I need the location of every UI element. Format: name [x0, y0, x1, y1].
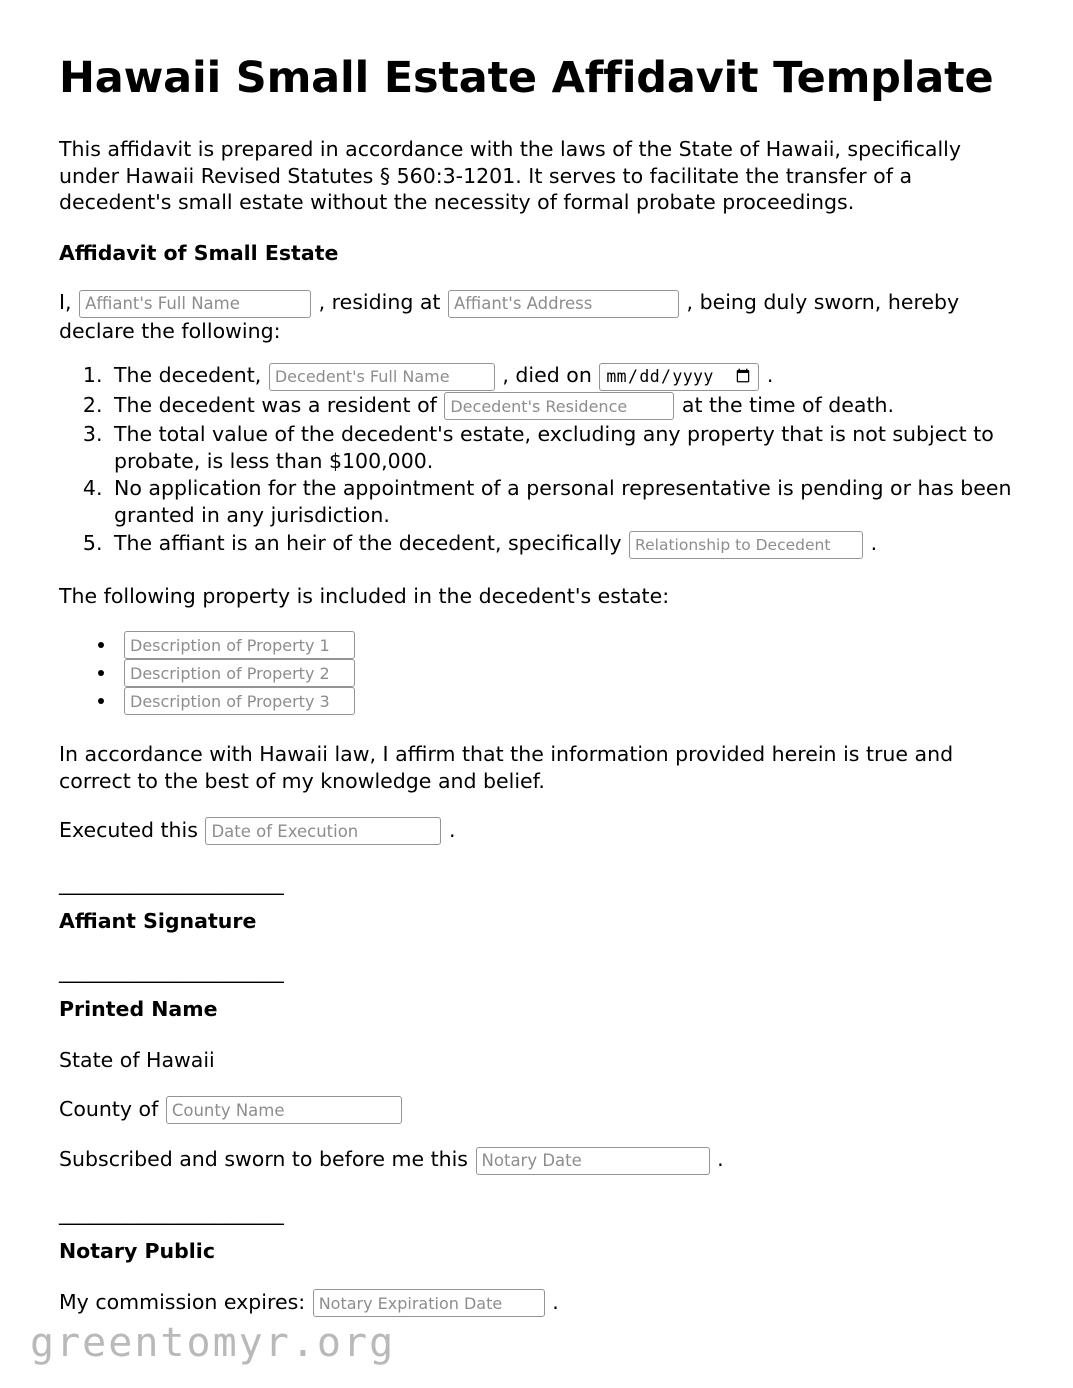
- claim-5-pre-text: The affiant is an heir of the decedent, specifically: [114, 530, 622, 555]
- subscribed-sworn-label: Subscribed and sworn to before me this: [59, 1147, 468, 1172]
- subscribed-sworn-period: .: [717, 1147, 724, 1172]
- list-item: [117, 687, 1013, 715]
- claim-2-post-text: at the time of death.: [681, 392, 895, 417]
- decedent-residence-input[interactable]: [444, 392, 674, 420]
- executed-label: Executed this: [59, 817, 198, 842]
- claim-item-1: [109, 362, 1013, 391]
- notary-signature-rule: _______________________: [59, 1200, 284, 1225]
- property-description-1-input[interactable]: [124, 631, 355, 659]
- claim-item-3: 3. The total value of the decedent's estate, excluding any property that is not subject to probate, is less than $100,000.: [109, 421, 1013, 474]
- declaration-sworn-tail: , being duly sworn, hereby declare the following:: [59, 290, 960, 343]
- subscribed-sworn-line: [59, 1146, 1013, 1175]
- notary-expiration-date-input[interactable]: [313, 1289, 545, 1317]
- county-label: County of: [59, 1096, 159, 1121]
- intro-paragraph: This affidavit is prepared in accordance with the laws of the State of Hawaii, specifically under Hawaii Revised Statutes § 560:3-1201. It serves to facilitate the transfer of a decedent's small estate without the necessity of formal probate proceedings.: [59, 137, 961, 214]
- commission-expires-line: [59, 1289, 1013, 1318]
- claim-2-pre-text: The decedent was a resident of: [114, 392, 437, 417]
- executed-period: .: [448, 817, 456, 842]
- page-title: Hawaii Small Estate Affidavit Template: [59, 53, 994, 103]
- affirmation-paragraph: In accordance with Hawaii law, I affirm that the information provided herein is true and correct to the best of my knowledge and belief.: [59, 742, 954, 793]
- site-watermark: greentomyr.org: [30, 1320, 396, 1366]
- affiant-address-input[interactable]: [448, 290, 679, 318]
- claim-item-2: [109, 392, 1013, 421]
- claim-item-5: [109, 530, 1013, 559]
- relationship-to-decedent-input[interactable]: [629, 531, 863, 559]
- decedent-full-name-input[interactable]: [269, 363, 495, 391]
- claim-1-post-text: .: [766, 363, 774, 388]
- claims-list: [59, 362, 1013, 559]
- printed-name-rule: _______________________: [59, 959, 284, 984]
- property-list: [59, 631, 1013, 715]
- property-description-2-input[interactable]: [124, 659, 355, 687]
- list-item: [117, 659, 1013, 687]
- declaration-paragraph: [59, 289, 1013, 344]
- county-line: [59, 1096, 1013, 1125]
- commission-expires-label: My commission expires:: [59, 1289, 306, 1314]
- affiant-full-name-input[interactable]: [79, 290, 311, 318]
- printed-name-label: Printed Name: [59, 997, 218, 1022]
- section-heading-affidavit: Affidavit of Small Estate: [59, 241, 339, 265]
- list-item: [117, 631, 1013, 659]
- date-of-death-input[interactable]: [599, 363, 759, 391]
- state-of-hawaii-line: State of Hawaii: [59, 1048, 215, 1073]
- county-name-input[interactable]: [166, 1096, 402, 1124]
- declaration-residing-at: , residing at: [318, 290, 441, 314]
- date-of-execution-input[interactable]: [205, 817, 441, 845]
- property-intro-paragraph: The following property is included in the decedent's estate:: [59, 583, 670, 608]
- property-description-3-input[interactable]: [124, 687, 355, 715]
- declaration-lead-in: I,: [59, 290, 72, 314]
- notary-date-input[interactable]: [476, 1147, 710, 1175]
- commission-expires-period: .: [552, 1289, 559, 1314]
- claim-1-mid-text: , died on: [502, 363, 592, 388]
- executed-line: [59, 817, 1013, 846]
- affiant-signature-rule: _______________________: [59, 871, 284, 896]
- claim-1-pre-text: The decedent,: [114, 363, 262, 388]
- notary-public-label: Notary Public: [59, 1238, 215, 1263]
- claim-item-4: 4. No application for the appointment of a personal representative is pending or has been granted in any jurisdiction.: [109, 475, 1013, 528]
- claim-5-post-text: .: [870, 530, 878, 555]
- affiant-signature-label: Affiant Signature: [59, 909, 257, 934]
